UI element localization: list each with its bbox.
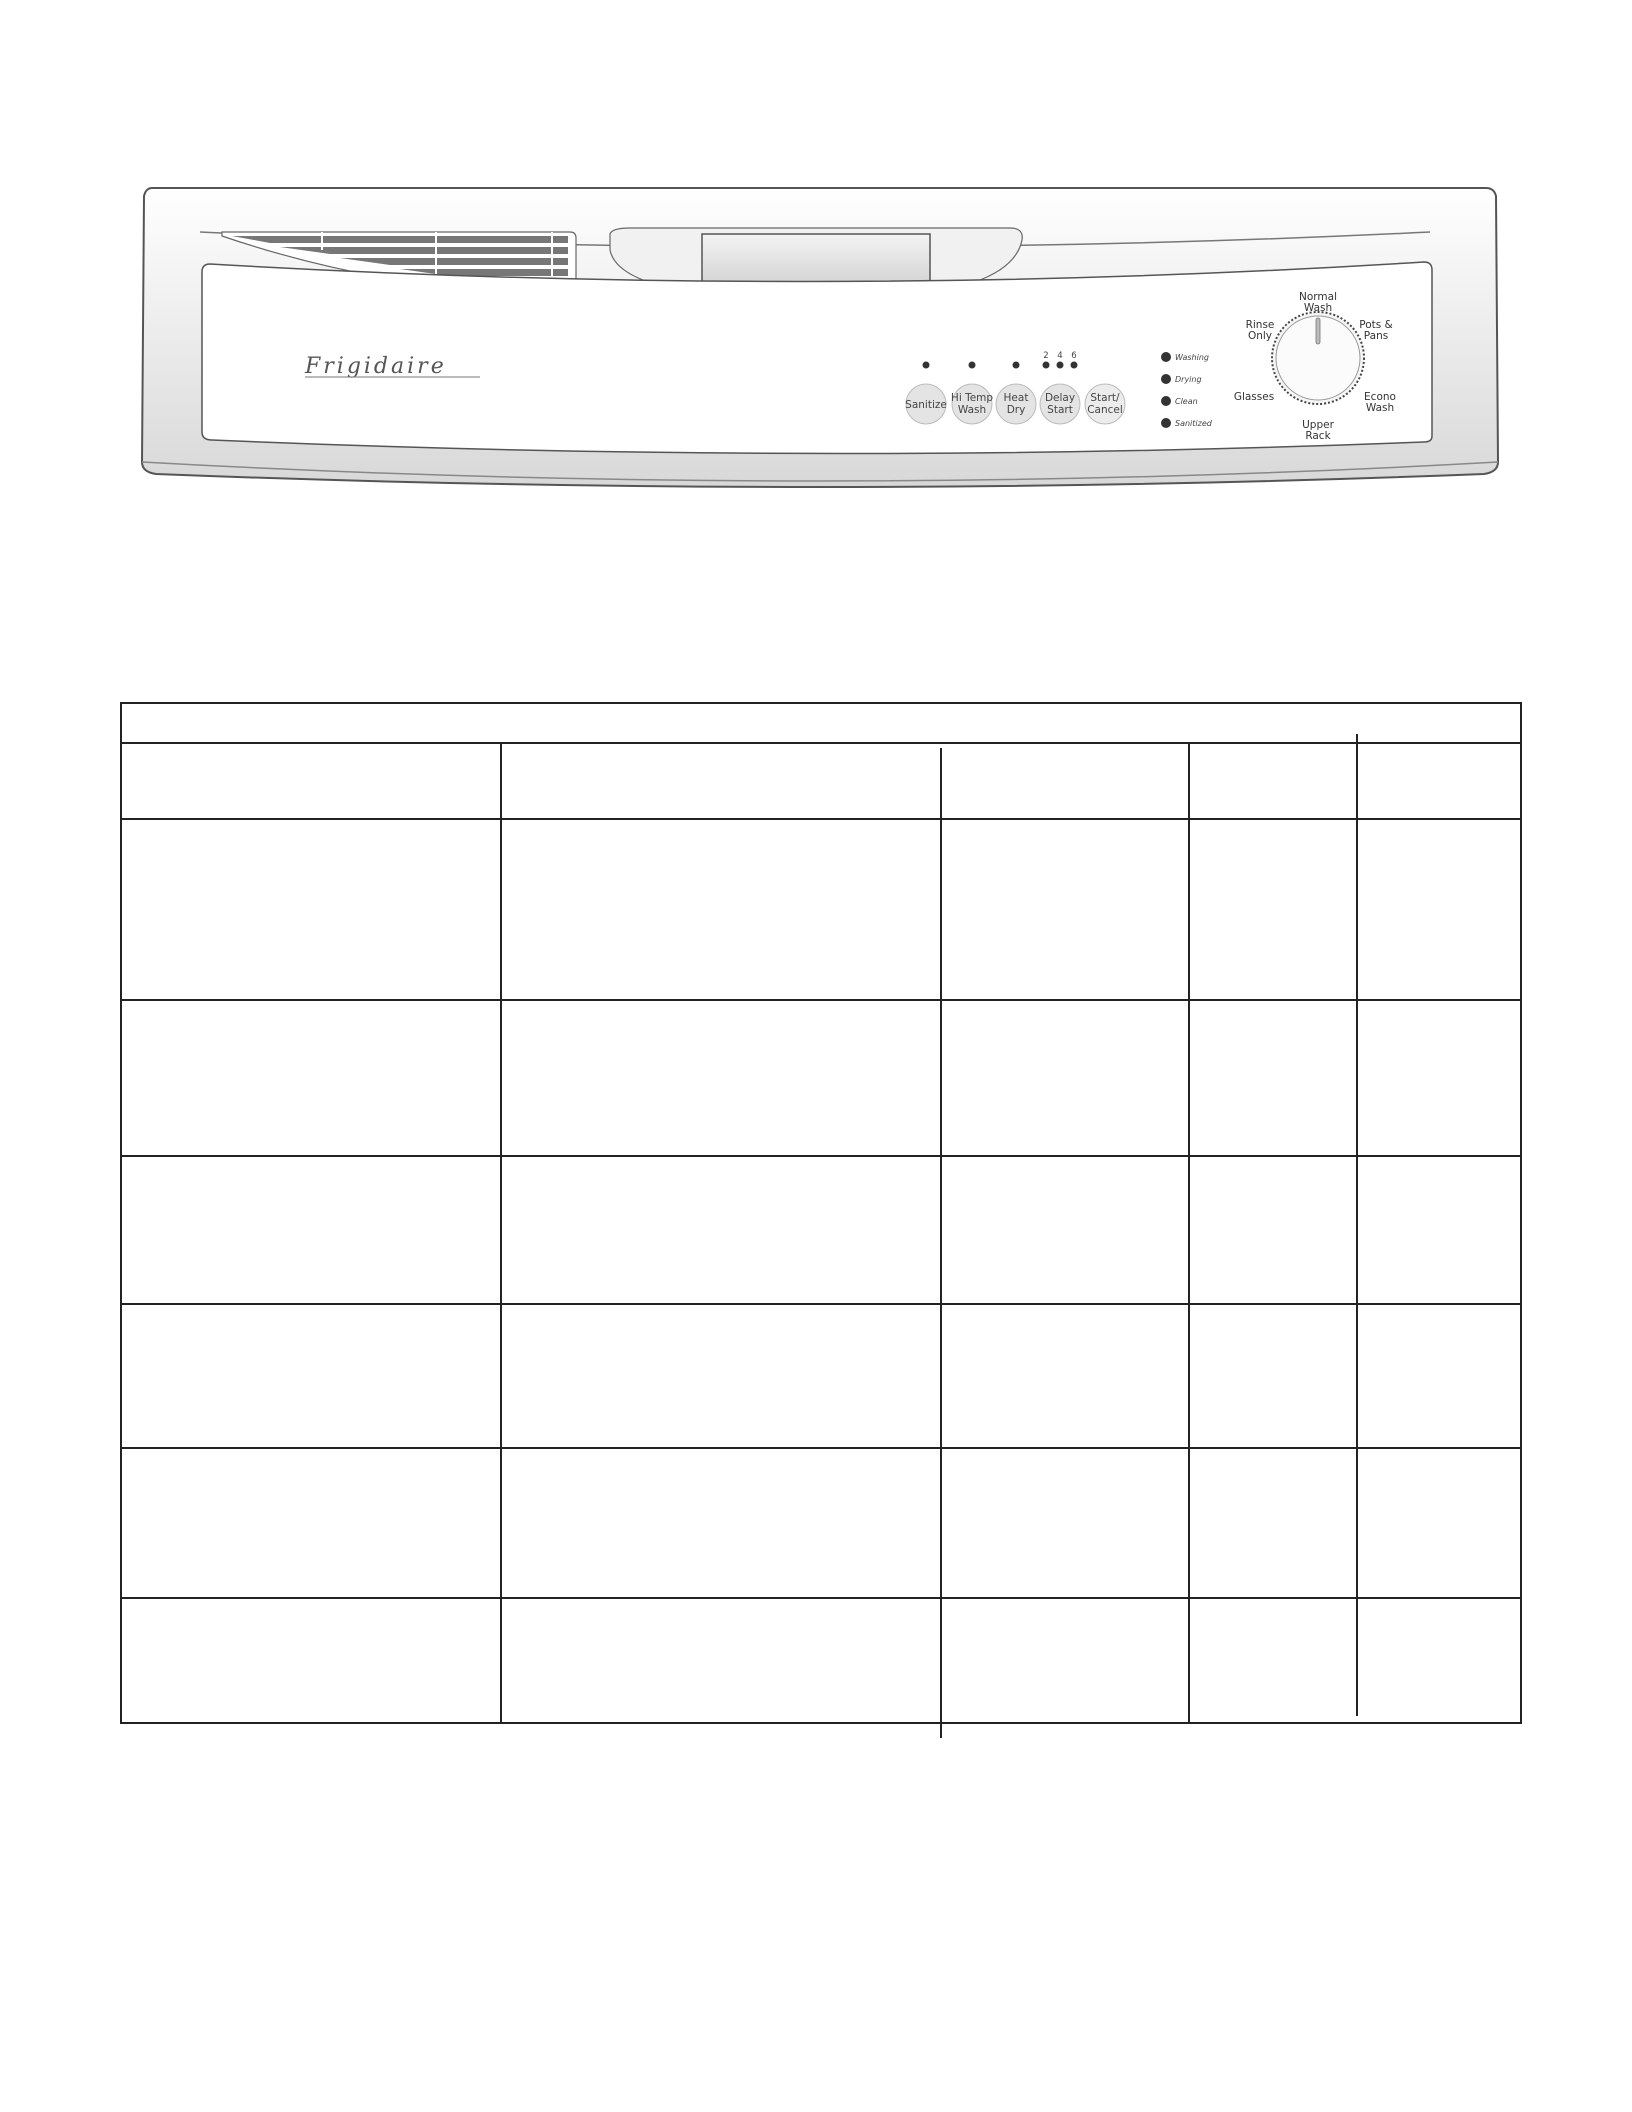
drying-led: [1161, 374, 1171, 384]
table-cell: [122, 1305, 500, 1446]
svg-text:Start/: Start/: [1090, 392, 1120, 404]
delay-hour-4: 4: [1057, 351, 1063, 361]
delay-4h-led: [1057, 362, 1064, 369]
table-cell: [940, 1449, 1188, 1596]
dial-upper-rack-label: Upper: [1302, 419, 1334, 431]
dishwasher-control-panel: [0, 0, 1632, 520]
table-cell: [122, 1599, 500, 1722]
sanitized-label: Sanitized: [1175, 419, 1212, 428]
dial-pots-pans-label: Pots &: [1359, 319, 1393, 331]
table-cell: [122, 1449, 500, 1596]
delay-6h-led: [1071, 362, 1078, 369]
table-cell: [122, 1157, 500, 1302]
dial-econo-wash-label-2: Wash: [1365, 402, 1395, 414]
table-header-cell: [1188, 744, 1356, 818]
table-cell: [500, 1449, 940, 1596]
table-cell: [1356, 1001, 1520, 1154]
table-cell: [1356, 1305, 1520, 1446]
table-cell: [500, 1599, 940, 1722]
table-cell: [122, 820, 500, 998]
table-cell: [940, 820, 1188, 998]
dial-pots-pans-label-2: Pans: [1363, 330, 1389, 342]
table-cell: [1188, 1157, 1356, 1302]
table-cell: [500, 1001, 940, 1154]
svg-text:Dry: Dry: [1006, 404, 1026, 416]
table-cell: [1188, 820, 1356, 998]
delay-start-button[interactable]: [1040, 384, 1080, 424]
svg-text:Wash: Wash: [957, 404, 987, 416]
cycle-selector-dial[interactable]: [1272, 312, 1364, 404]
clean-led: [1161, 396, 1171, 406]
delay-2h-led: [1043, 362, 1050, 369]
hi-temp-wash-led: [969, 362, 976, 369]
washing-label: Washing: [1175, 353, 1209, 362]
table-cell: [1188, 1305, 1356, 1446]
table-header-cell: [1356, 744, 1520, 818]
delay-hour-6: 6: [1071, 351, 1077, 361]
svg-text:Heat: Heat: [1003, 392, 1029, 404]
dial-upper-rack-label-2: Rack: [1305, 430, 1331, 442]
table-cell: [500, 820, 940, 998]
table-cell: [1188, 1599, 1356, 1722]
heat-dry-led: [1013, 362, 1020, 369]
start-cancel-button[interactable]: [1085, 384, 1125, 424]
table-cell: [500, 1305, 940, 1446]
table-header-cell: [122, 744, 500, 818]
dial-pointer: [1316, 318, 1320, 344]
dial-econo-wash-label: Econo: [1364, 391, 1396, 403]
table-cell: [500, 1157, 940, 1302]
dial-rinse-only-label-2: Only: [1247, 330, 1273, 342]
dial-rinse-only-label: Rinse: [1245, 319, 1275, 331]
table-cell: [1188, 1001, 1356, 1154]
table-cell: [940, 1157, 1188, 1302]
sanitize-led: [923, 362, 930, 369]
dial-normal-wash-label-2: Wash: [1303, 302, 1333, 314]
brand-logo: Frigidaire: [305, 354, 447, 379]
sanitized-led: [1161, 418, 1171, 428]
svg-text:Delay: Delay: [1044, 392, 1076, 404]
dial-normal-wash-label: Normal: [1299, 291, 1337, 303]
table-cell: [1188, 1449, 1356, 1596]
table-cell: [1356, 1449, 1520, 1596]
table-header-cell: [940, 744, 1188, 818]
table-cell: [1356, 820, 1520, 998]
table-cell: [940, 1599, 1188, 1722]
svg-text:Cancel: Cancel: [1087, 404, 1123, 416]
cycle-chart-table: [120, 702, 1522, 1724]
svg-text:Sanitize: Sanitize: [905, 399, 947, 411]
sanitize-button[interactable]: [905, 384, 947, 424]
table-title: [122, 704, 1520, 744]
table-cell: [122, 1001, 500, 1154]
dial-glasses-label: Glasses: [1233, 391, 1275, 403]
svg-text:Hi Temp: Hi Temp: [950, 392, 994, 404]
clean-label: Clean: [1175, 397, 1198, 406]
table-cell: [1356, 1157, 1520, 1302]
delay-hour-2: 2: [1043, 351, 1049, 361]
heat-dry-button[interactable]: [996, 384, 1036, 424]
table-cell: [940, 1305, 1188, 1446]
table-header-cell: [500, 744, 940, 818]
drying-label: Drying: [1175, 375, 1202, 384]
svg-text:Start: Start: [1047, 404, 1073, 416]
table-cell: [940, 1001, 1188, 1154]
washing-led: [1161, 352, 1171, 362]
table-cell: [1356, 1599, 1520, 1722]
